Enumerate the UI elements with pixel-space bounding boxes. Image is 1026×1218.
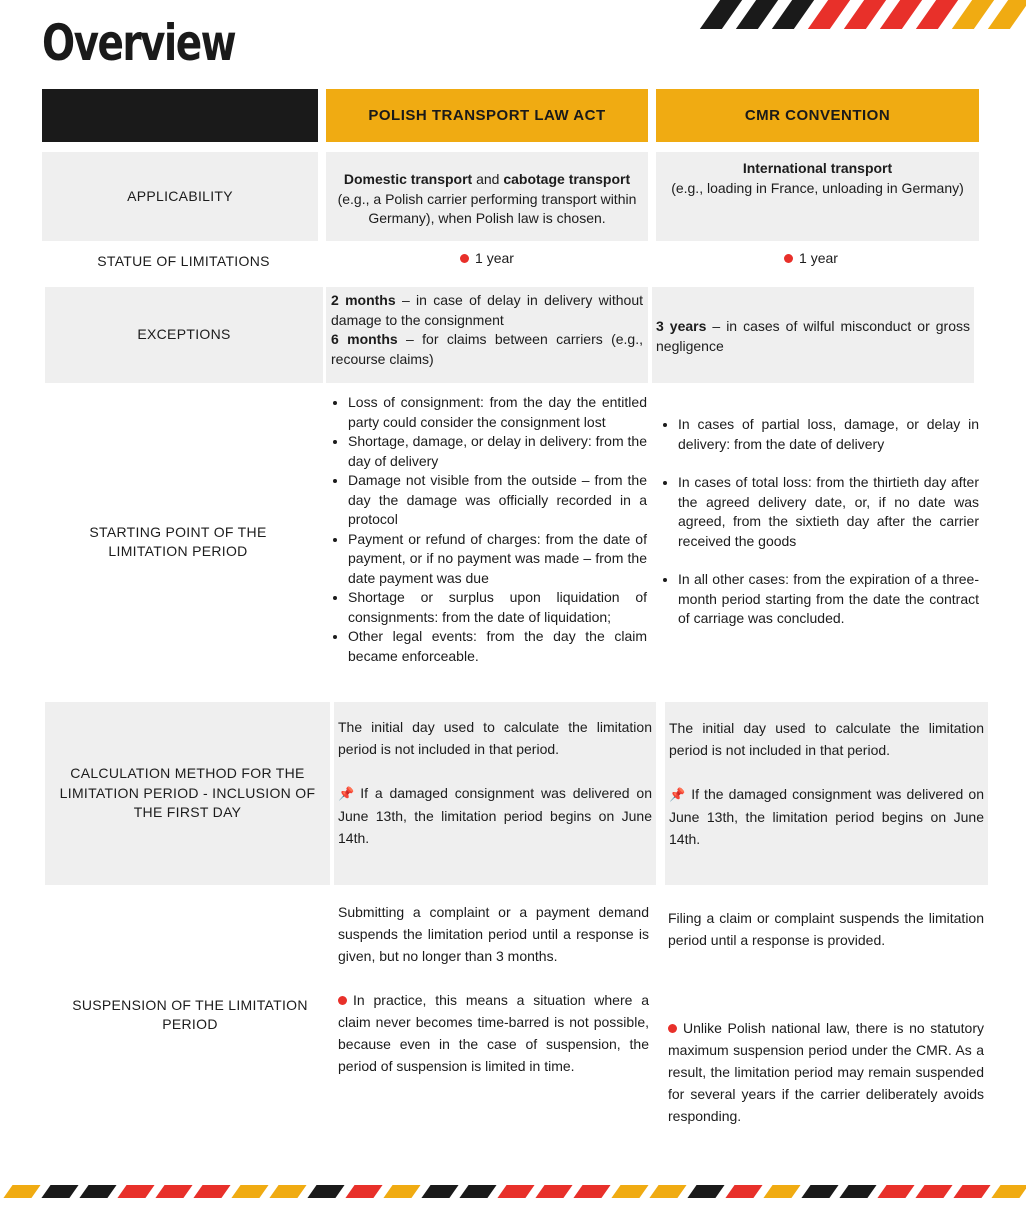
- row-label-calculation: CALCULATION METHOD FOR THE LIMITATION PERIOD - INCLUSION OF THE FIRST DAY: [45, 702, 330, 885]
- stripe: [193, 1185, 230, 1198]
- list-item: • Shortage or surplus upon liquidation of consignments: from the date of liquidation;: [348, 588, 647, 627]
- decorative-stripes-top: [690, 0, 1026, 29]
- statute-polish: 1 year: [326, 249, 648, 271]
- stripe: [307, 1185, 344, 1198]
- list-item: • Other legal events: from the day the claim became enforceable.: [348, 627, 647, 666]
- stripe: [687, 1185, 724, 1198]
- stripe: [117, 1185, 154, 1198]
- stripe: [421, 1185, 458, 1198]
- stripe: [953, 1185, 990, 1198]
- suspension-cmr: Filing a claim or complaint suspends the limitation period until a response is provided. Unlike Polish national law, there is no statutory maximum suspension period under the CMR. As a result, the limitation period may remain suspended for several years if the carrier deliberately avoids responding.: [668, 910, 984, 1124]
- stripe: [801, 1185, 838, 1198]
- list-item: • Damage not visible from the outside – from the day the damage was officially recorded in a protocol: [348, 471, 647, 530]
- applicability-polish: Domestic transport and cabotage transport (e.g., a Polish carrier performing transport within Germany), when Polish law is chosen.: [326, 152, 648, 241]
- pushpin-icon: 📌: [669, 787, 686, 802]
- page-title: Overview: [42, 14, 236, 72]
- statute-cmr: 1 year: [656, 249, 966, 271]
- list-item: • In cases of total loss: from the thirtieth day after the agreed delivery date, or, if no date was agreed, from the sixtieth day after the carrier received the goods: [678, 473, 979, 551]
- header-cmr-convention: CMR CONVENTION: [656, 89, 979, 142]
- stripe: [383, 1185, 420, 1198]
- stripe: [611, 1185, 648, 1198]
- list-item: • In all other cases: from the expiration of a three-month period starting from the date the contract of carriage was concluded.: [678, 570, 979, 629]
- stripe: [535, 1185, 572, 1198]
- stripe: [79, 1185, 116, 1198]
- calculation-polish: The initial day used to calculate the limitation period is not included in that period. 📌 If a damaged consignment was delivered on June 13th, the limitation period begins on June 14th.: [334, 702, 656, 885]
- applicability-cmr: International transport (e.g., loading in France, unloading in Germany): [656, 152, 979, 241]
- row-label-exceptions: EXCEPTIONS: [45, 287, 323, 383]
- starting-polish-list: [326, 393, 648, 685]
- stripe: [459, 1185, 496, 1198]
- stripe: [725, 1185, 762, 1198]
- stripe: [991, 1185, 1026, 1198]
- row-label-statute: STATUE OF LIMITATIONS: [97, 253, 270, 270]
- row-label-starting-point: STARTING POINT OF THE LIMITATION PERIOD: [89, 523, 267, 559]
- exceptions-cmr: 3 years – in cases of wilful misconduct or gross negligence: [652, 287, 974, 383]
- list-item: • Payment or refund of charges: from the date of payment, or if no payment was made – from the date payment was due: [348, 530, 647, 589]
- stripe: [877, 1185, 914, 1198]
- calculation-cmr: The initial day used to calculate the limitation period is not included in that period. 📌 If the damaged consignment was delivered on June 13th, the limitation period begins on June 14th.: [665, 702, 988, 885]
- header-polish-transport-law: POLISH TRANSPORT LAW ACT: [326, 89, 648, 142]
- red-dot-icon: [338, 996, 347, 1005]
- red-dot-icon: [784, 254, 793, 263]
- stripe: [915, 1185, 952, 1198]
- red-dot-icon: [668, 1024, 677, 1033]
- stripe: [497, 1185, 534, 1198]
- row-label-suspension: SUSPENSION OF THE LIMITATION PERIOD: [72, 996, 308, 1032]
- stripe: [839, 1185, 876, 1198]
- stripe: [3, 1185, 40, 1198]
- list-item: • In cases of partial loss, damage, or delay in delivery: from the date of delivery: [678, 415, 979, 454]
- stripe: [345, 1185, 382, 1198]
- stripe: [41, 1185, 78, 1198]
- row-label-applicability: APPLICABILITY: [42, 152, 318, 241]
- red-dot-icon: [460, 254, 469, 263]
- applicability-polish-bold-1: Domestic transport: [343, 171, 473, 188]
- stripe: [269, 1185, 306, 1198]
- stripe: [155, 1185, 192, 1198]
- header-empty-cell: [42, 89, 318, 142]
- stripe: [231, 1185, 268, 1198]
- suspension-polish: Submitting a complaint or a payment demand suspends the limitation period until a response is given, but no longer than 3 months. In practice, this means a situation where a claim never becomes time-barred is not possible, because even in the case of suspension, the period of suspension is limited in time.: [338, 904, 649, 1074]
- starting-cmr-list: [656, 415, 979, 635]
- pushpin-icon: 📌: [338, 786, 355, 801]
- list-item: • Loss of consignment: from the day the entitled party could consider the consignment lost: [348, 393, 647, 432]
- list-item: • Shortage, damage, or delay in delivery: from the day of delivery: [348, 432, 647, 471]
- stripe: [649, 1185, 686, 1198]
- stripe: [573, 1185, 610, 1198]
- applicability-polish-bold-2: cabotage transport: [503, 171, 631, 188]
- stripe: [763, 1185, 800, 1198]
- decorative-stripes-bottom: [0, 1185, 1026, 1198]
- exceptions-polish: 2 months – in case of delay in delivery without damage to the consignment 6 months – for claims between carriers (e.g., recourse claims): [326, 287, 648, 383]
